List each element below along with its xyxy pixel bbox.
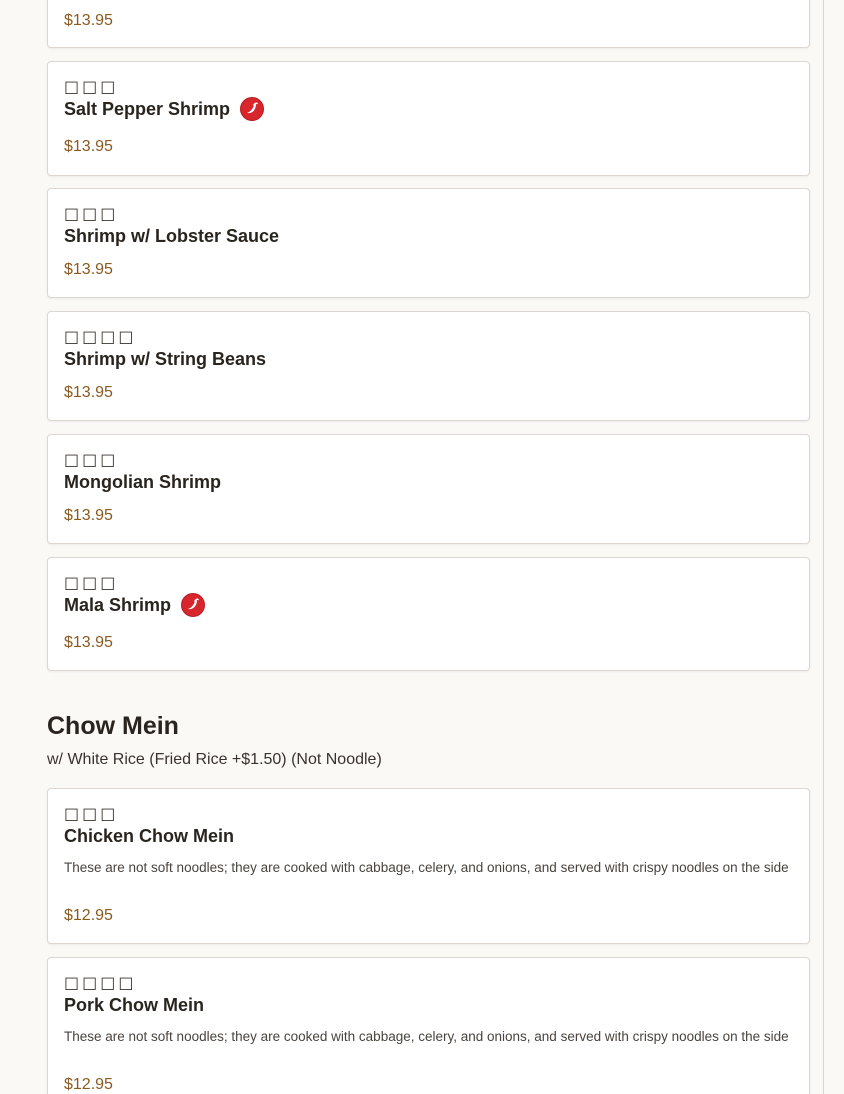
item-price: $13.95 <box>64 12 113 29</box>
menu-item-card[interactable] <box>47 957 810 1094</box>
item-name-row <box>64 825 234 847</box>
item-price: $13.95 <box>64 507 113 524</box>
item-name-row <box>64 98 264 120</box>
section-title: Chow Mein <box>47 712 179 740</box>
item-chinese-name: □□□ <box>64 77 119 96</box>
menu-item-card[interactable] <box>47 557 810 671</box>
item-name: Mongolian Shrimp <box>64 472 221 492</box>
menu-item-card[interactable] <box>47 61 810 176</box>
item-name: Shrimp w/ Lobster Sauce <box>64 226 280 246</box>
item-name: Salt Pepper Shrimp <box>64 99 231 119</box>
item-price: $13.95 <box>64 384 113 401</box>
item-name: Pork Chow Mein <box>64 995 205 1015</box>
item-price: $13.95 <box>64 634 113 651</box>
item-chinese-name: □□□ <box>64 204 119 223</box>
chili-pepper-icon <box>240 97 264 121</box>
item-chinese-name: □□□□ <box>64 973 137 992</box>
item-chinese-name: □□□□ <box>64 327 137 346</box>
page-right-border <box>823 0 824 1094</box>
item-chinese-name: □□□ <box>64 573 119 592</box>
item-name-row <box>64 348 266 370</box>
section-subtitle: w/ White Rice (Fried Rice +$1.50) (Not Noodle) <box>47 751 382 768</box>
item-name: Shrimp w/ String Beans <box>64 349 267 369</box>
menu-item-card[interactable] <box>47 311 810 421</box>
item-chinese-name: □□□ <box>64 450 119 469</box>
item-price: $13.95 <box>64 138 113 155</box>
item-description: These are not soft noodles; they are cooked with cabbage, celery, and onions, and served with crispy noodles on the side <box>64 1029 789 1044</box>
item-price: $12.95 <box>64 1076 113 1093</box>
item-price: $12.95 <box>64 907 113 924</box>
menu-item-card[interactable] <box>47 434 810 544</box>
item-name: Chicken Chow Mein <box>64 826 235 846</box>
menu-item-card[interactable] <box>47 188 810 298</box>
item-name-row <box>64 471 221 493</box>
item-chinese-name: □□□ <box>64 804 119 823</box>
item-name-row <box>64 225 279 247</box>
chili-pepper-icon <box>181 593 205 617</box>
item-name-row <box>64 994 204 1016</box>
item-name-row <box>64 594 205 616</box>
item-description: These are not soft noodles; they are cooked with cabbage, celery, and onions, and served with crispy noodles on the side <box>64 860 789 875</box>
menu-item-card[interactable] <box>47 788 810 944</box>
item-name: Mala Shrimp <box>64 595 172 615</box>
item-price: $13.95 <box>64 261 113 278</box>
menu-item-card[interactable] <box>47 0 810 48</box>
